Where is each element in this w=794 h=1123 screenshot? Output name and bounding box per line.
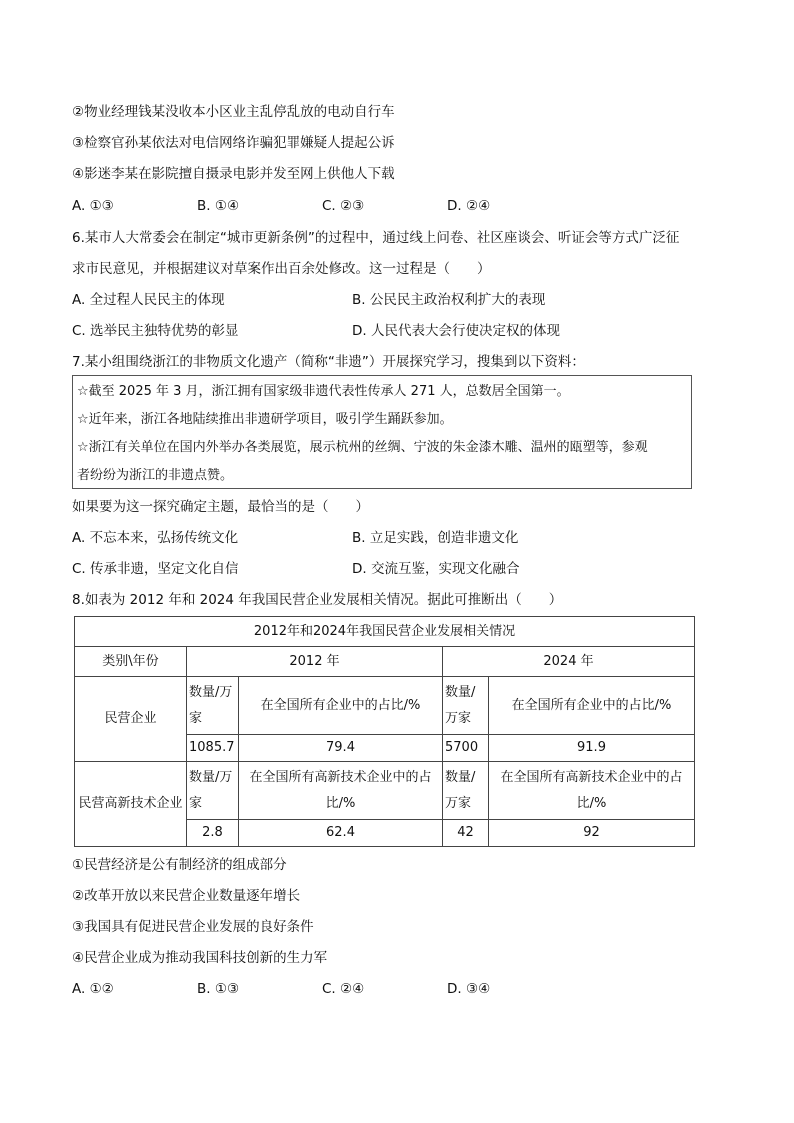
table-year-2024: 2024 年 [443, 647, 695, 677]
row1-2024-count-header: 数量/万家 [443, 677, 489, 735]
q6-stem-line1: 6.某市人大常委会在制定“城市更新条例”的过程中，通过线上问卷、社区座谈会、听证会等方式广泛征 [72, 230, 680, 246]
q7-material-4: 者纷纷为浙江的非遗点赞。 [77, 468, 234, 483]
row2-2024-count: 42 [443, 820, 489, 847]
row1-2012-count: 1085.7 [187, 735, 239, 762]
q7-stem: 7.某小组围绕浙江的非物质文化遗产（简称“非遗”）开展探究学习，搜集到以下资料： [72, 354, 585, 370]
row1-2024-count: 5700 [443, 735, 489, 762]
q8-option-d[interactable]: D. ③④ [447, 981, 491, 997]
q5-option-b[interactable]: B. ①④ [197, 198, 240, 214]
q7-option-d[interactable]: D. 交流互鉴，实现文化融合 [352, 561, 520, 577]
q5-option-c[interactable]: C. ②③ [322, 198, 365, 214]
q6-options-row2 [72, 321, 692, 341]
q8-options [72, 979, 632, 999]
q7-option-b[interactable]: B. 立足实践，创造非遗文化 [352, 530, 519, 546]
q7-material-3: ☆浙江有关单位在国内外举办各类展览，展示杭州的丝绸、宁波的朱金漆木雕、温州的瓯塑等，参观 [77, 440, 648, 455]
row1-2024-share-header: 在全国所有企业中的占比/% [489, 677, 695, 735]
q7-material-2: ☆近年来，浙江各地陆续推出非遗研学项目，吸引学生踊跃参加。 [77, 412, 453, 427]
q5-item-3: ③检察官孙某依法对电信网络诈骗犯罪嫌疑人提起公诉 [72, 135, 395, 151]
q6-option-b[interactable]: B. 公民民主政治权利扩大的表现 [352, 292, 546, 308]
q5-option-a[interactable]: A. ①③ [72, 198, 114, 214]
row1-2012-share-header: 在全国所有企业中的占比/% [239, 677, 443, 735]
q6-option-a[interactable]: A. 全过程人民民主的体现 [72, 292, 225, 308]
q6-stem-line2: 求市民意见，并根据建议对草案作出百余处修改。这一过程是（ ） [72, 261, 491, 277]
q5-options [72, 196, 632, 216]
row-private-enterprise-label: 民营企业 [75, 677, 187, 762]
q7-question: 如果要为这一探究确定主题，最恰当的是（ ） [72, 499, 369, 515]
row2-2012-count-header: 数量/万家 [187, 762, 239, 820]
q7-options-row2 [72, 559, 692, 579]
row2-2012-share-header: 在全国所有高新技术企业中的占比/% [239, 762, 443, 820]
row2-2024-count-header: 数量/万家 [443, 762, 489, 820]
q8-item-4: ④民营企业成为推动我国科技创新的生力军 [72, 950, 328, 966]
row1-2012-count-header: 数量/万家 [187, 677, 239, 735]
row2-2024-share-header: 在全国所有高新技术企业中的占比/% [489, 762, 695, 820]
row-private-hightech-label: 民营高新技术企业 [75, 762, 187, 847]
q7-option-c[interactable]: C. 传承非遗，坚定文化自信 [72, 561, 239, 577]
row2-2012-share: 62.4 [239, 820, 443, 847]
q8-data-table [74, 616, 695, 847]
q8-item-3: ③我国具有促进民营企业发展的良好条件 [72, 919, 314, 935]
table-title: 2012年和2024年我国民营企业发展相关情况 [75, 617, 695, 647]
table-corner-header: 类别\年份 [75, 647, 187, 677]
q8-item-1: ①民营经济是公有制经济的组成部分 [72, 857, 287, 873]
row2-2024-share: 92 [489, 820, 695, 847]
q5-item-4: ④影迷李某在影院擅自摄录电影并发至网上供他人下载 [72, 166, 395, 182]
q8-item-2: ②改革开放以来民营企业数量逐年增长 [72, 888, 301, 904]
row1-2012-share: 79.4 [239, 735, 443, 762]
row1-2024-share: 91.9 [489, 735, 695, 762]
q7-material-box [72, 375, 692, 489]
q7-options-row1 [72, 528, 692, 548]
q5-option-d[interactable]: D. ②④ [447, 198, 491, 214]
q6-option-c[interactable]: C. 选举民主独特优势的彰显 [72, 323, 239, 339]
q6-options-row1 [72, 290, 692, 310]
q5-item-2: ②物业经理钱某没收本小区业主乱停乱放的电动自行车 [72, 104, 395, 120]
row2-2012-count: 2.8 [187, 820, 239, 847]
q7-material-1: ☆截至 2025 年 3 月，浙江拥有国家级非遗代表性传承人 271 人，总数居全国第一。 [77, 384, 570, 399]
q8-stem: 8.如表为 2012 年和 2024 年我国民营企业发展相关情况。据此可推断出（ ） [72, 592, 563, 608]
q6-option-d[interactable]: D. 人民代表大会行使决定权的体现 [352, 323, 560, 339]
q8-option-b[interactable]: B. ①③ [197, 981, 240, 997]
q8-option-c[interactable]: C. ②④ [322, 981, 365, 997]
q8-option-a[interactable]: A. ①② [72, 981, 114, 997]
table-year-2012: 2012 年 [187, 647, 443, 677]
q7-option-a[interactable]: A. 不忘本来，弘扬传统文化 [72, 530, 239, 546]
